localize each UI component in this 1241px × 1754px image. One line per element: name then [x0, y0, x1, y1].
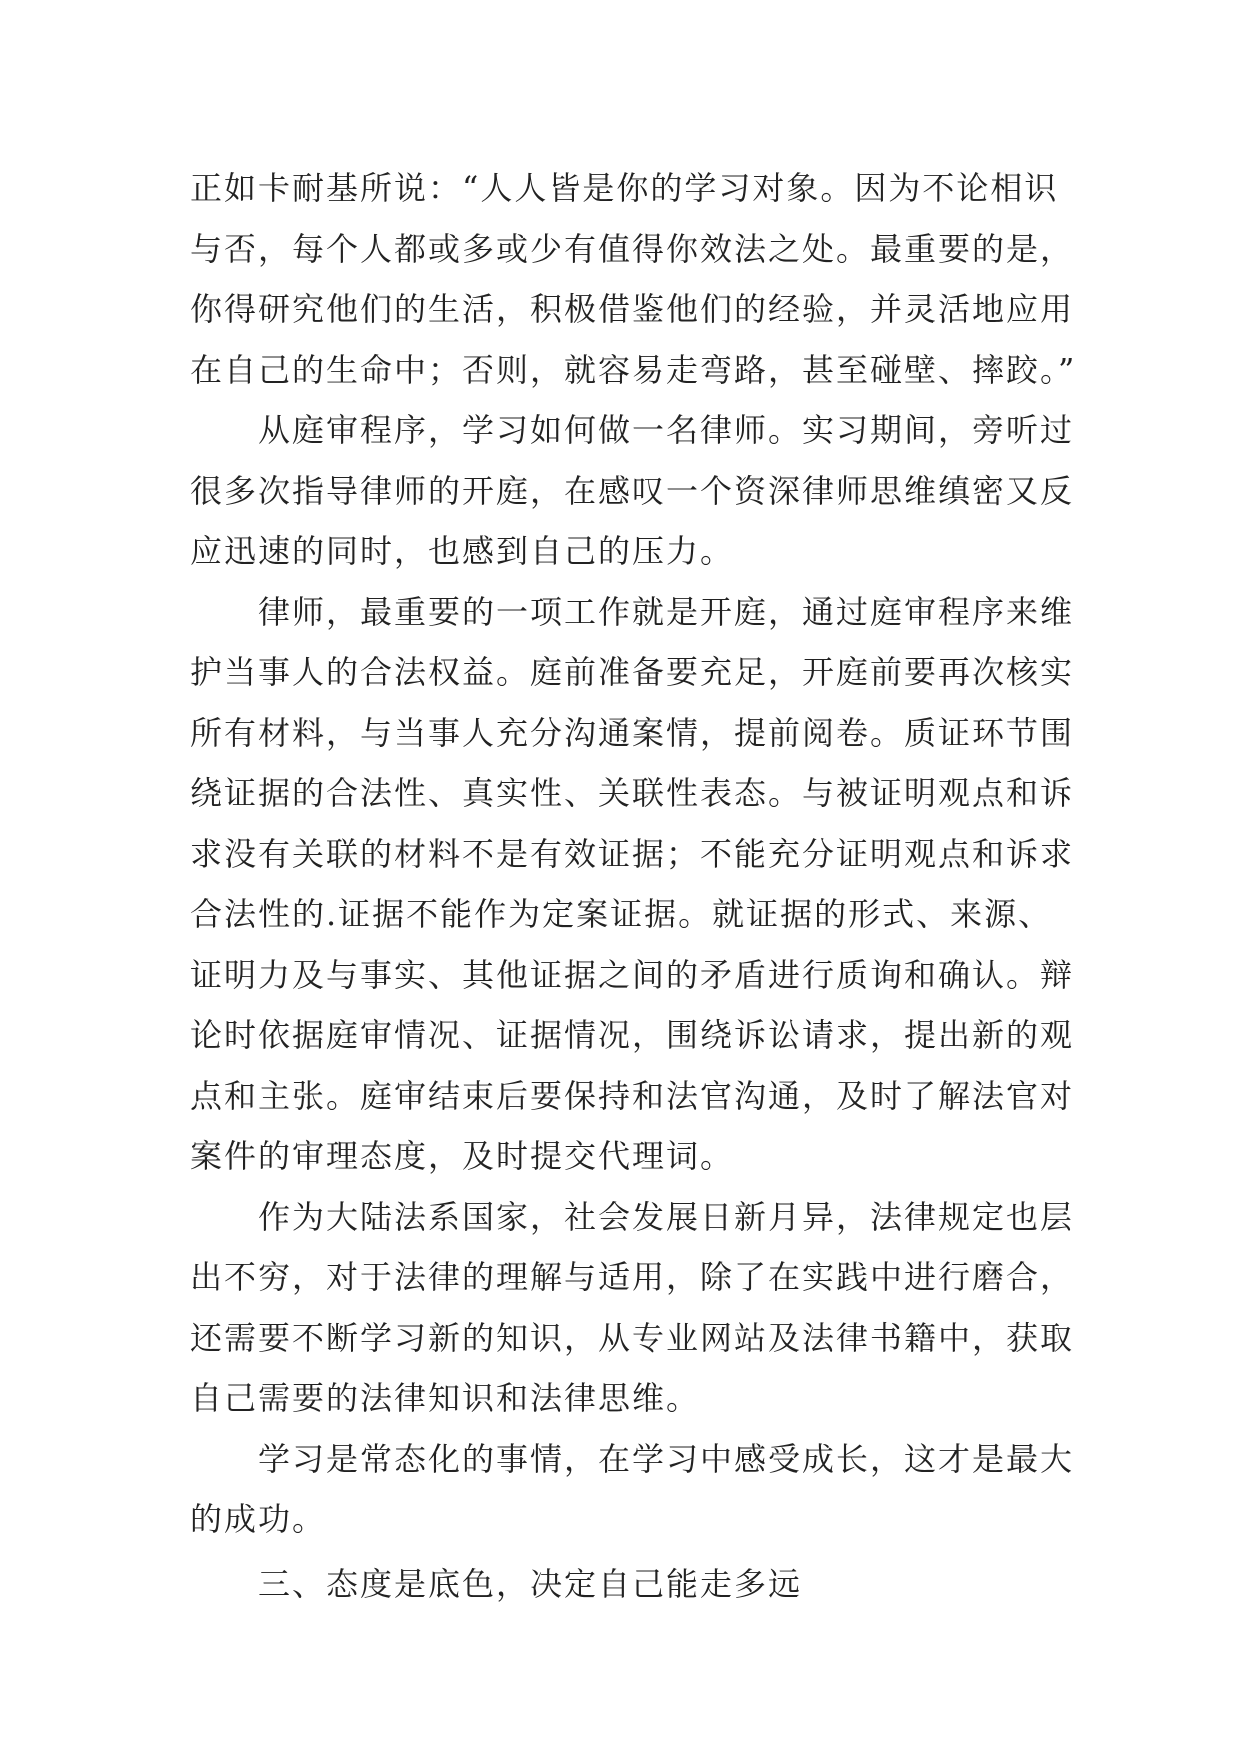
- paragraph-1: [190, 158, 1077, 400]
- text-line: 点和主张。庭审结束后要保持和法官沟通，及时了解法官对: [190, 1076, 1075, 1115]
- text-line: 论时依据庭审情况、证据情况，围绕诉讼请求，提出新的观: [190, 1016, 1075, 1054]
- text-line: 你得研究他们的生活，积极借鉴他们的经验，并灵活地应用: [190, 290, 1075, 328]
- paragraph-5: [190, 1429, 1075, 1550]
- text-line: 应迅速的同时，也感到自己的压力。: [190, 532, 735, 570]
- paragraph-3: [190, 582, 1075, 1187]
- paragraph-2: [190, 400, 1075, 582]
- section-heading: [190, 1554, 1050, 1615]
- paragraph-4: [190, 1187, 1075, 1429]
- text-line: 合法性的.证据不能作为定案证据。就证据的形式、来源、: [190, 895, 1053, 933]
- text-line: 护当事人的合法权益。庭前准备要充足，开庭前要再次核实: [190, 653, 1075, 691]
- text-line: 证明力及与事实、其他证据之间的矛盾进行质询和确认。辩: [190, 955, 1075, 994]
- text-line: 学习是常态化的事情，在学习中感受成长，这才是最大: [258, 1439, 1075, 1478]
- document-body: [190, 158, 1077, 1614]
- text-line: 所有材料，与当事人充分沟通案情，提前阅卷。质证环节围: [190, 713, 1075, 752]
- text-line: 很多次指导律师的开庭，在感叹一个资深律师思维缜密又反: [190, 471, 1075, 510]
- text-line: 案件的审理态度，及时提交代理词。: [190, 1137, 735, 1175]
- heading-line: 三、态度是底色，决定自己能走多远: [258, 1564, 803, 1603]
- text-line: 作为大陆法系国家，社会发展日新月异，法律规定也层: [258, 1197, 1075, 1236]
- text-line: 绕证据的合法性、真实性、关联性表态。与被证明观点和诉: [190, 774, 1075, 812]
- text-line: 还需要不断学习新的知识，从专业网站及法律书籍中，获取: [190, 1318, 1075, 1357]
- text-line: 与否，每个人都或多或少有值得你效法之处。最重要的是，: [190, 229, 1075, 268]
- text-line: 正如卡耐基所说：“人人皆是你的学习对象。因为不论相识: [190, 169, 1059, 207]
- text-line: 从庭审程序，学习如何做一名律师。实习期间，旁听过: [258, 411, 1075, 449]
- text-line: 出不穷，对于法律的理解与适用，除了在实践中进行磨合，: [190, 1258, 1075, 1296]
- text-line: 的成功。: [190, 1500, 327, 1538]
- text-line: 求没有关联的材料不是有效证据；不能充分证明观点和诉求: [190, 834, 1075, 873]
- text-line: 律师，最重要的一项工作就是开庭，通过庭审程序来维: [258, 592, 1075, 631]
- text-line: 在自己的生命中；否则，就容易走弯路，甚至碰壁、摔跤。”: [190, 350, 1077, 389]
- text-line: 自己需要的法律知识和法律思维。: [190, 1379, 701, 1417]
